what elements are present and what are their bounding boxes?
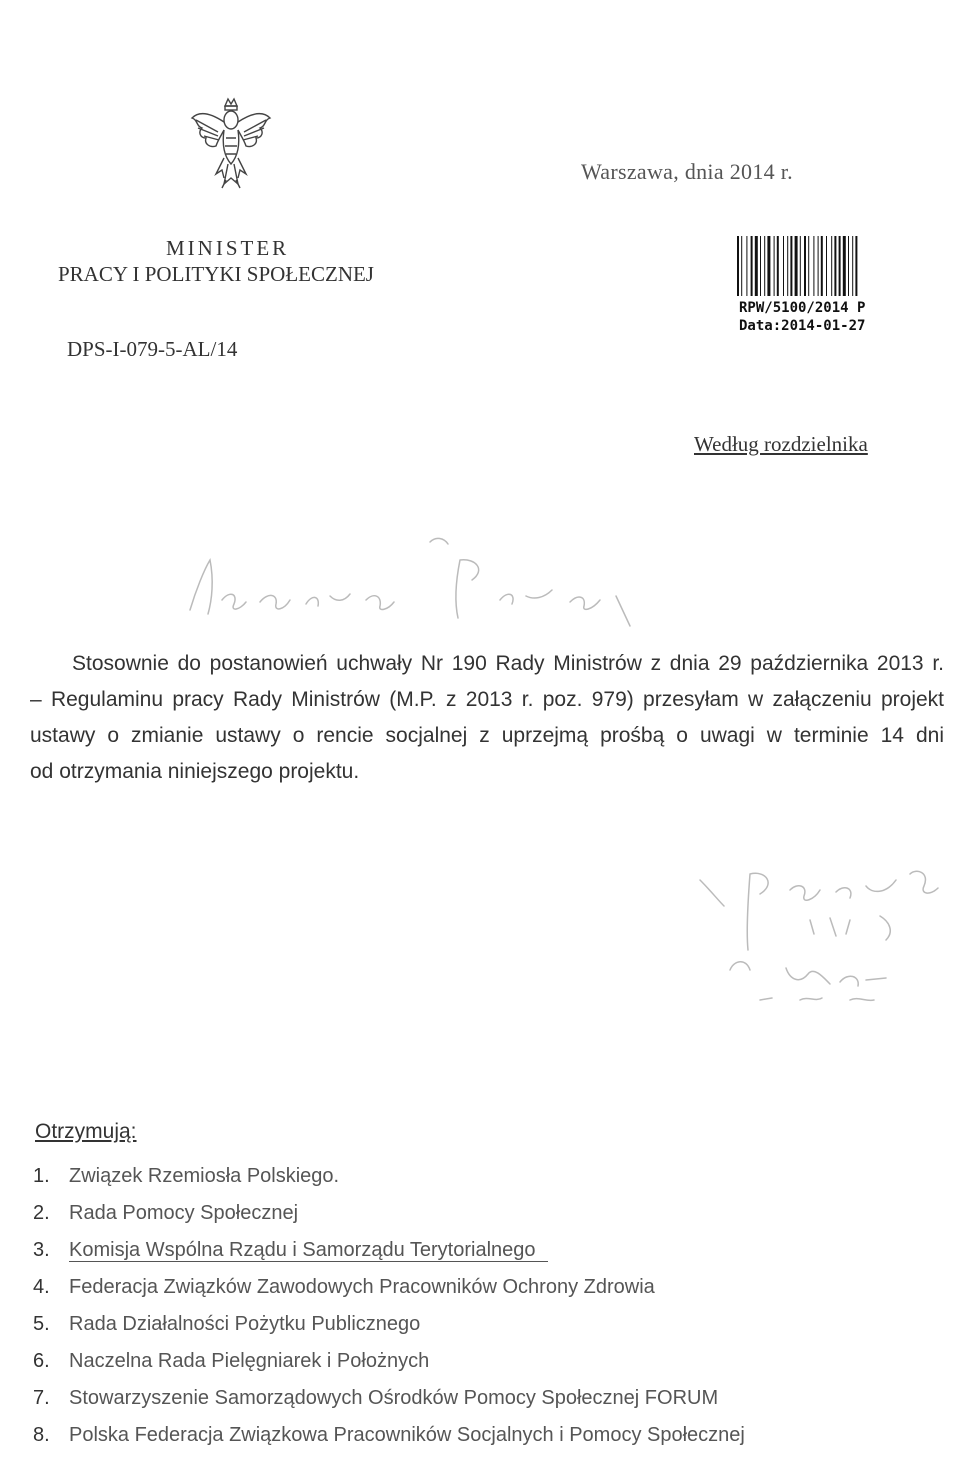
list-item: 5. Rada Działalności Pożytku Publicznego [33,1313,421,1335]
recipient-name: Rada Pomocy Społecznej [69,1202,299,1224]
list-item: 8. Polska Federacja Związkowa Pracowników Socjalnych i Pomocy Społecznej [33,1424,745,1446]
recipient-name: Stowarzyszenie Samorządowych Ośrodków Pomocy Społecznej FORUM [69,1387,719,1409]
signature-stamp [690,860,950,1020]
barcode-icon [737,236,897,296]
case-number: DPS-I-079-5-AL/14 [67,337,238,361]
recipients-heading: Otrzymują: [35,1120,137,1143]
recipient-name: Federacja Związków Zawodowych Pracowników Ochrony Zdrowia [69,1276,655,1298]
place-date: Warszawa, dnia 2014 r. [581,159,793,184]
barcode-date: Data:2014-01-27 [739,318,866,334]
eagle-emblem-icon [188,96,274,192]
body-line: ustawy o zmianie ustawy o rencie socjalnej z uprzejmą prośbą o uwagi w terminie 14 dni [30,724,944,747]
list-item: 2. Rada Pomocy Społecznej [33,1202,299,1224]
body-paragraph [30,646,944,790]
recipient-name: Rada Działalności Pożytku Publicznego [69,1313,421,1335]
barcode-code: RPW/5100/2014 P [739,300,866,316]
body-line: Stosownie do postanowień uchwały Nr 190 Rady Ministrów z dnia 29 października 2013 r. [72,652,944,675]
body-line: – Regulaminu pracy Rady Ministrów (M.P. z 2013 r. poz. 979) przesyłam w załączeniu projekt [30,688,944,711]
list-item: 4. Federacja Związków Zawodowych Pracowników Ochrony Zdrowia [33,1276,655,1298]
recipient-name: Polska Federacja Związkowa Pracowników Socjalnych i Pomocy Społecznej [69,1424,745,1446]
recipient-name: Naczelna Rada Pielęgniarek i Położnych [69,1350,430,1372]
minister-title: MINISTER [166,236,290,260]
list-item: 3. Komisja Wspólna Rządu i Samorządu Terytorialnego [30,1236,930,1273]
ministry-name: PRACY I POLITYKI SPOŁECZNEJ [58,262,374,286]
list-item: 7. Stowarzyszenie Samorządowych Ośrodków Pomocy Społecznej FORUM [33,1387,719,1409]
recipient-name: Związek Rzemiosła Polskiego. [69,1165,340,1187]
recipients-list [30,1162,930,1458]
recipient-name: Komisja Wspólna Rządu i Samorządu Terytorialnego [69,1239,548,1262]
list-item: 1. Związek Rzemiosła Polskiego. [33,1165,340,1187]
handwritten-salutation [160,530,720,640]
list-item: 6. Naczelna Rada Pielęgniarek i Położnych [33,1350,430,1372]
body-line: od otrzymania niniejszego projektu. [30,760,360,783]
addressee: Według rozdzielnika [694,432,868,456]
